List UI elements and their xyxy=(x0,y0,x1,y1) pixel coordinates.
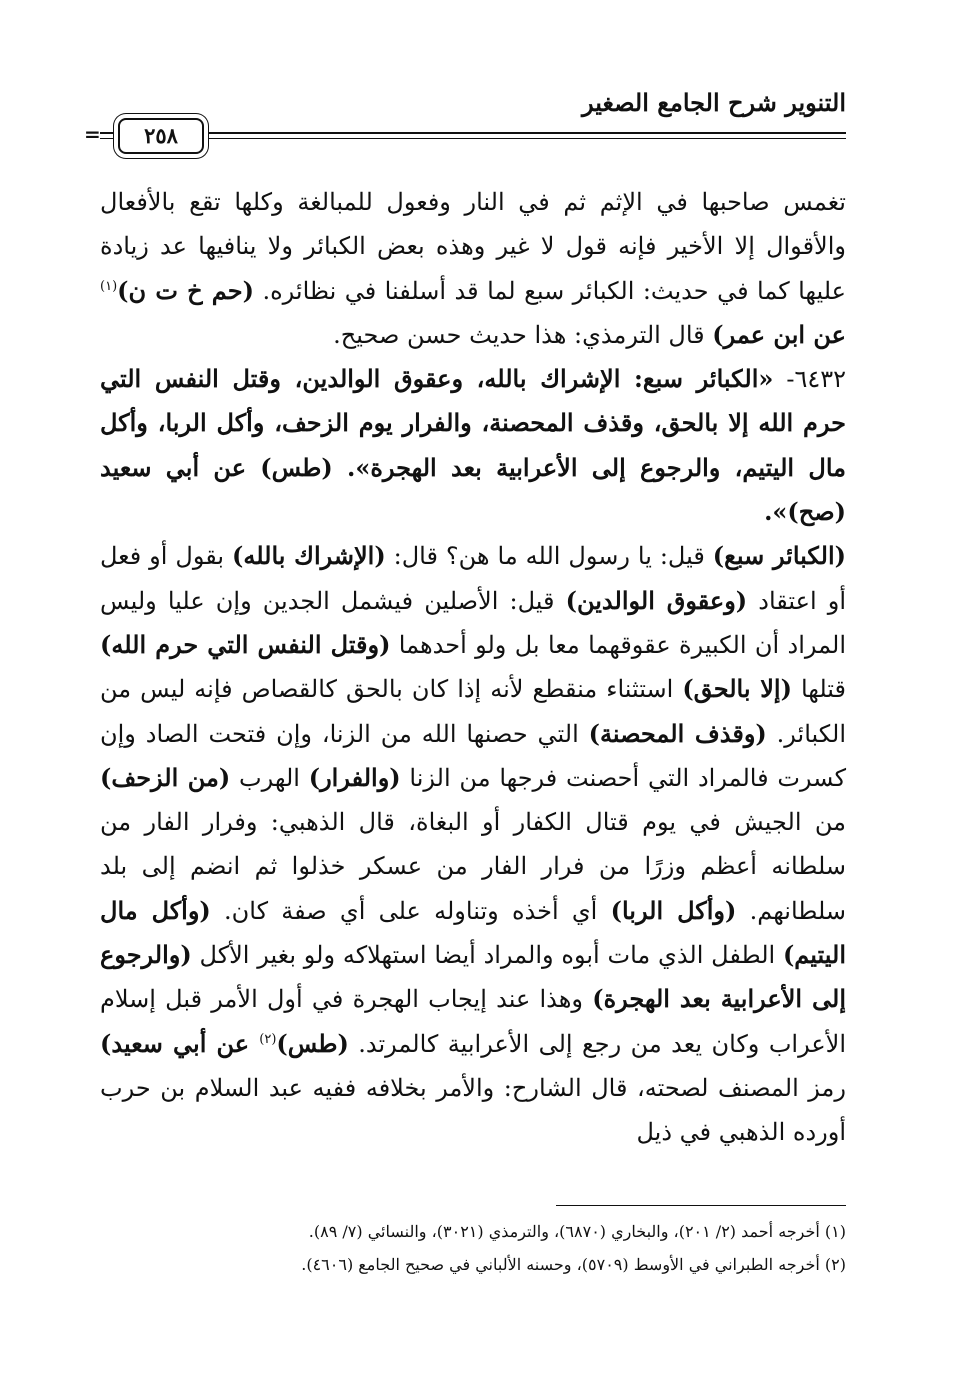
text-run: قال الترمذي: هذا حديث حسن صحيح. xyxy=(333,320,713,349)
header-ornament: = xyxy=(84,122,101,146)
book-title: التنوير شرح الجامع الصغير xyxy=(582,88,846,117)
bold-text: (وأكل مال اليتيم) xyxy=(100,895,846,970)
bold-text: (من الزحف) xyxy=(100,762,231,792)
text-run: الطفل الذي مات أبوه والمراد أيضا استهلاكه ولو بغير الأكل xyxy=(191,941,783,970)
text-run: رمز المصنف لصحته، قال الشارح: والأمر بخلافه ففيه عبد السلام بن حرب أورده الذهبي في ذيل xyxy=(100,1073,846,1147)
bold-text: (وقتل النفس التي حرم الله) xyxy=(100,629,391,659)
bold-text: (إلا بالحق) xyxy=(682,674,792,704)
bold-text: (طس) xyxy=(276,1028,349,1058)
text-run: وهذا عند إيجاب الهجرة في أول الأمر قبل إسلام الأعراب وكان يعد من رجع إلى الأعرابية كالمرتد. xyxy=(100,985,846,1058)
page-header xyxy=(84,88,846,158)
text-run: قيل: يا رسول الله ما هن؟ قال: xyxy=(385,542,713,571)
text-run: ٦٤٣٢- xyxy=(773,365,846,394)
text-run: بقول أو فعل أو اعتقاد xyxy=(100,542,846,615)
text-run: من الجيش في يوم قتال الكفار أو البغاة، قال الذهبي: وفرار الفار من سلطانه أعظم وزرًا من فرار الفار من عسكر خذلوا ثم انضم إلى بلد سلطانهم. xyxy=(100,808,847,925)
footnote-ref: (١) xyxy=(100,278,118,294)
text-run: قتلها xyxy=(791,675,847,704)
text-run: الهرب xyxy=(230,763,309,792)
footnote: (٢) أخرجه الطبراني في الأوسط (٥٧٠٩)، وحسنه الألباني في صحيح الجامع (٤٦٠٦). xyxy=(301,1255,846,1274)
text-run: تغمس صاحبها في الإثم ثم في النار وفعول للمبالغة وكلها تقع بالأفعال والأقوال إلا الأخير فإنه قول لا غير وهذه بعض الكبائر ولا ينافيها عد زيادة عليها كما في حديث: الكبائر سبع لما قد أسلفنا في نظائره. xyxy=(100,188,846,305)
bold-text: (حم خ ت ن) xyxy=(117,275,254,305)
bold-text: (الكبائر سبع) xyxy=(712,541,847,571)
bold-text: عن أبي سعيد) xyxy=(100,1028,260,1058)
page-number: ٢٥٨ xyxy=(118,118,204,154)
bold-text: (وأكل الربا) xyxy=(610,895,737,925)
text-run: التي حصنها الله من الزنا، وإن فتحت الصاد وإن كسرت فالمراد التي أحصنت فرجها من الزنا xyxy=(100,719,847,792)
main-text xyxy=(100,180,846,1155)
paragraph xyxy=(100,180,846,357)
bold-text: «الكبائر سبع: الإشراك بالله، وعقوق الوالدين، وقتل النفس التي حرم الله إلا بالحق، وقذف المحصنة، والفرار يوم الزحف، وأكل الربا، وأكل مال اليتيم، والرجوع إلى الأعرابية بعد الهجرة». (طس) عن أبي سعيد (صح)». xyxy=(100,364,846,527)
text-run: أي أخذه وتناوله على أي صفة كان. xyxy=(210,896,611,925)
bold-text: عن ابن عمر) xyxy=(712,319,846,349)
bold-text: (وقذف المحصنة) xyxy=(588,718,767,748)
bold-text: (والفرار) xyxy=(308,762,401,792)
footnote-ref: (٢) xyxy=(259,1031,277,1047)
bold-text: (وعقوق الوالدين) xyxy=(565,585,748,615)
bold-text: (والرجوع إلى الأعرابية بعد الهجرة) xyxy=(100,940,846,1014)
header-rule xyxy=(100,132,846,134)
paragraph xyxy=(100,357,846,534)
header-rule-thin xyxy=(100,138,846,139)
bold-text: (الإشراك بالله) xyxy=(232,541,386,571)
footnotes xyxy=(100,1215,846,1281)
text-run: قيل: الأصلين فيشمل الجدين وإن عليا وليس المراد أن الكبيرة عقوقهما معا بل ولو أحدهما xyxy=(100,586,846,659)
footnote-separator xyxy=(556,1205,846,1206)
text-run: استثناء منقطع لأنه إذا كان بالحق كالقصاص فإنه ليس من الكبائر. xyxy=(100,675,847,748)
paragraph xyxy=(100,534,846,1154)
footnote: (١) أخرجه أحمد (٢/ ٢٠١)، والبخاري (٦٨٧٠)، والترمذي (٣٠٢١)، والنسائي (٧/ ٨٩). xyxy=(308,1222,846,1241)
